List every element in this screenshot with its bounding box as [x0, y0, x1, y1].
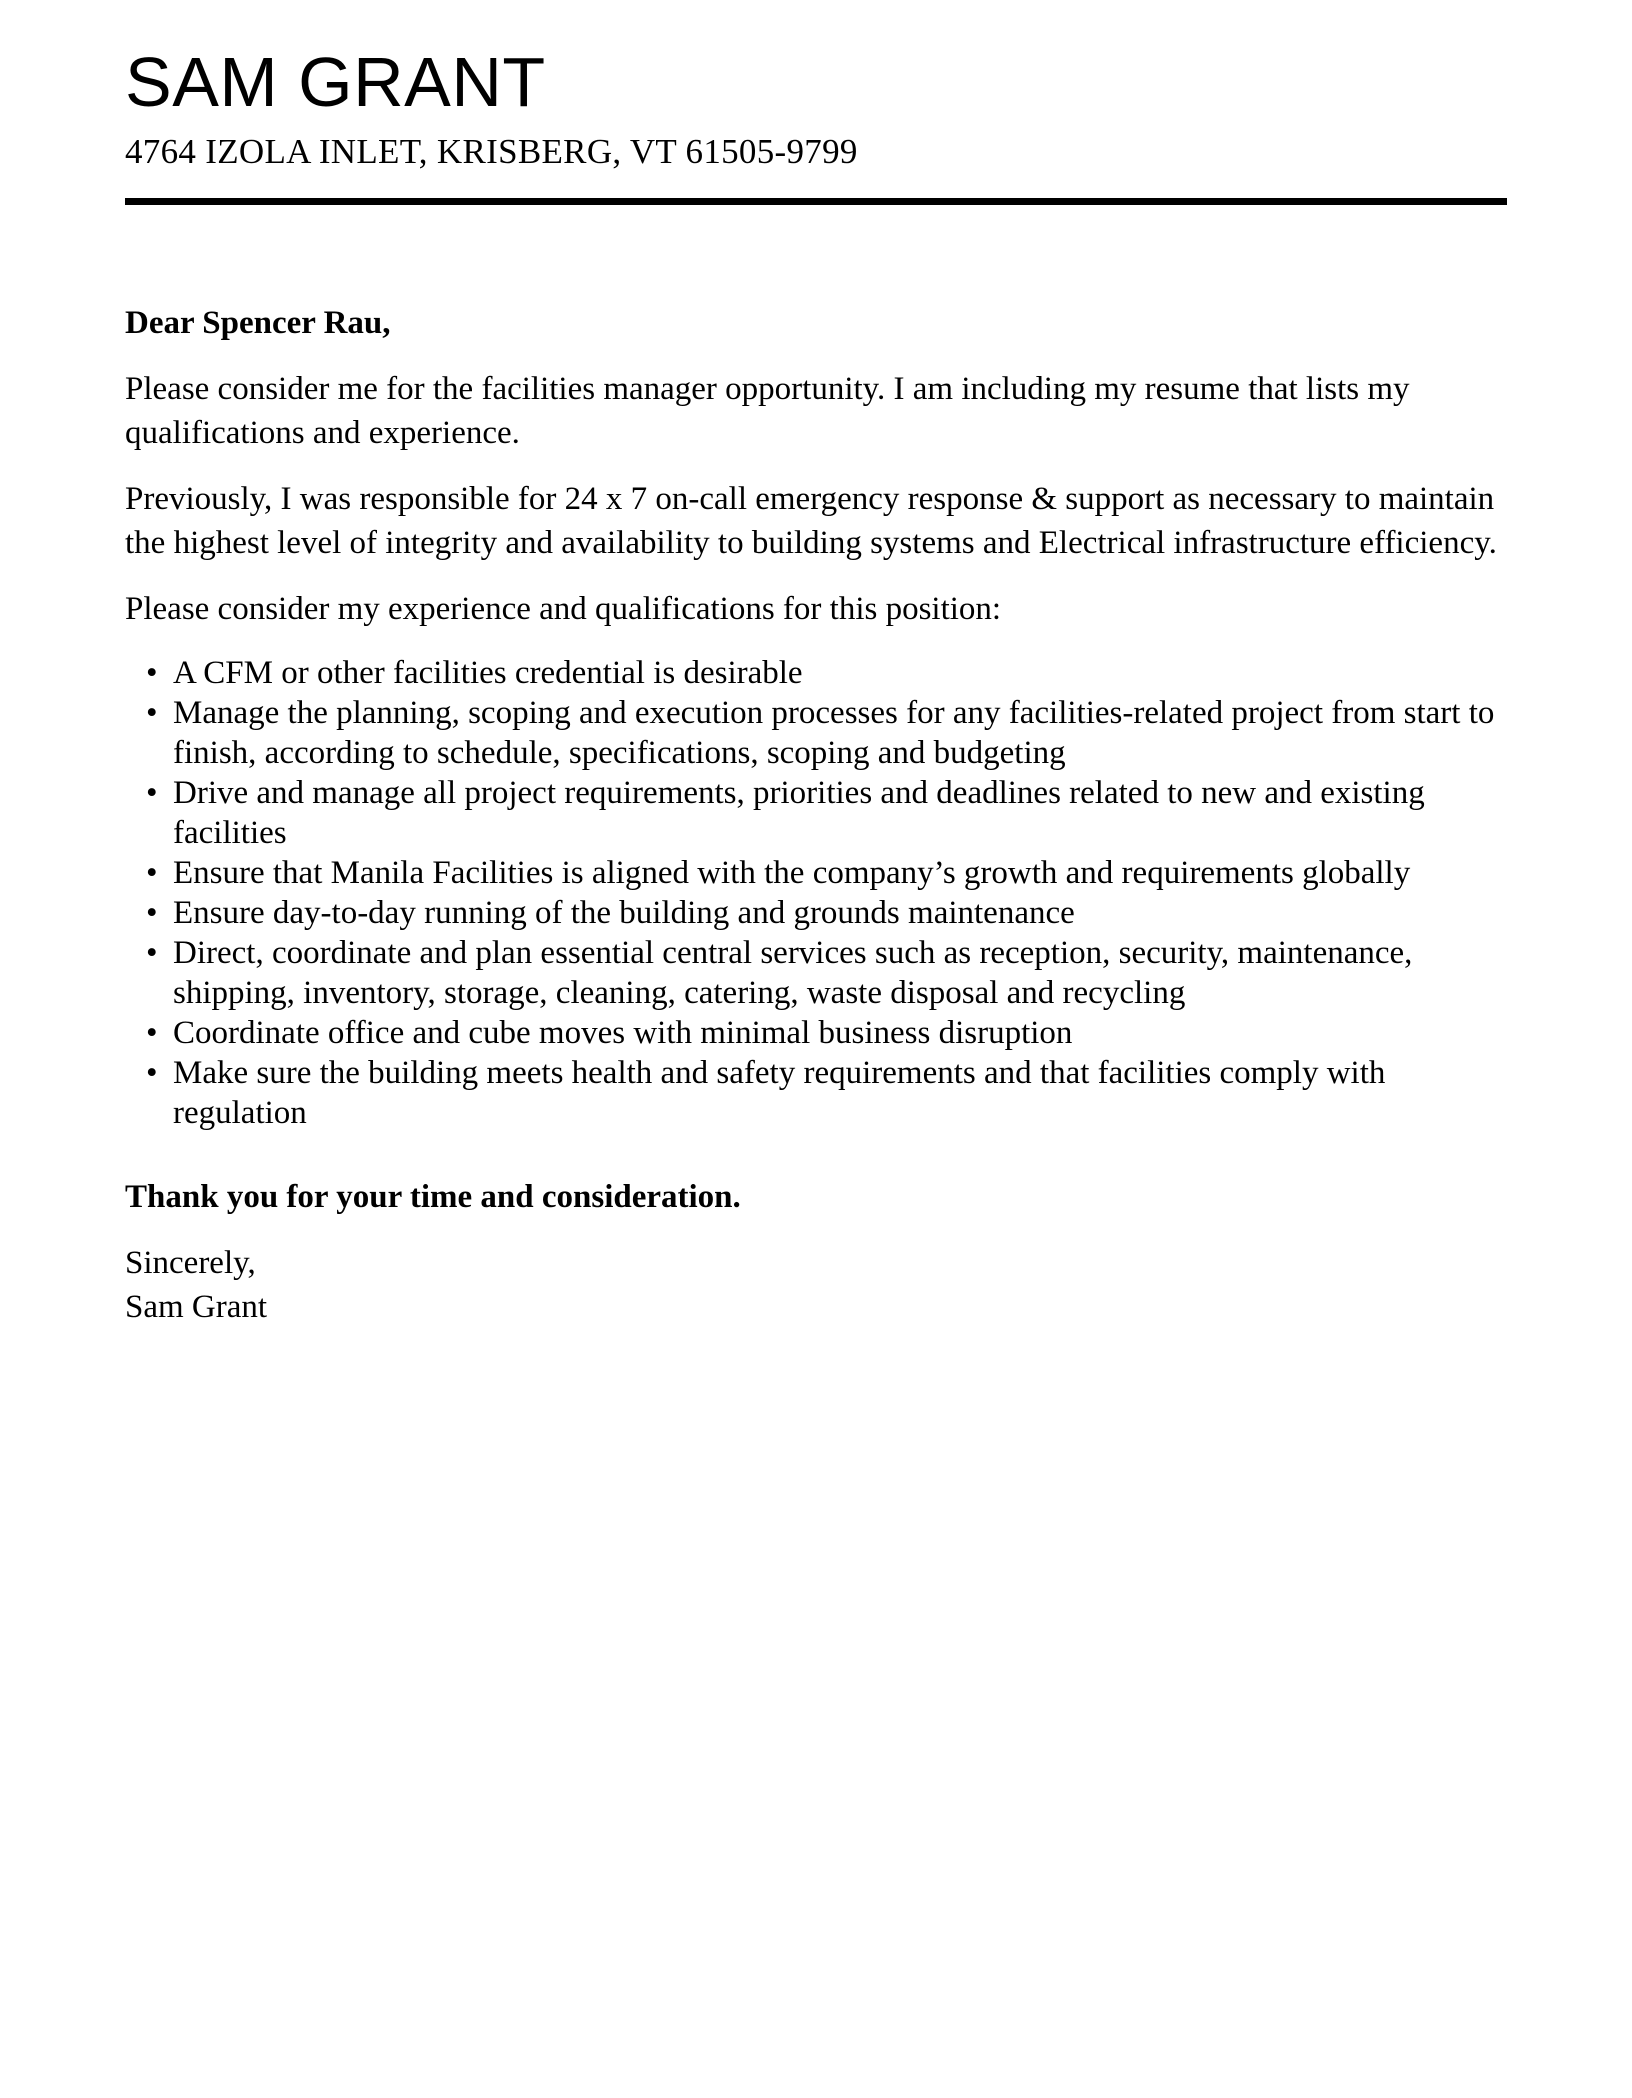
bullet-item: • Manage the planning, scoping and execution processes for any facilities-related project from start to finish, according to schedule, specifications, scoping and budgeting: [173, 693, 1507, 773]
paragraph-qualifications-lead-in: Please consider my experience and qualifications for this position:: [125, 590, 1002, 627]
bullet-item: • Ensure day-to-day running of the building and grounds maintenance: [173, 893, 1507, 933]
header-name: SAM GRANT: [125, 43, 546, 121]
signature-name: Sam Grant: [125, 1288, 268, 1325]
paragraph-previous-experience: Previously, I was responsible for 24 x 7 on-call emergency response & support as necessary to maintain the highest level of integrity and availability to building systems and Electrical infrastructure efficiency.: [125, 480, 1497, 561]
qualifications-bullet-list: [125, 653, 1507, 1133]
bullet-item: • Drive and manage all project requirements, priorities and deadlines related to new and existing facilities: [173, 773, 1507, 853]
bullet-item: • Direct, coordinate and plan essential central services such as reception, security, maintenance, shipping, inventory, storage, cleaning, catering, waste disposal and recycling: [173, 933, 1507, 1013]
header-address: 4764 IZOLA INLET, KRISBERG, VT 61505-9799: [125, 131, 858, 171]
bullet-item: • Ensure that Manila Facilities is aligned with the company’s growth and requirements globally: [173, 853, 1507, 893]
bullet-item: • Make sure the building meets health and safety requirements and that facilities comply with regulation: [173, 1053, 1507, 1133]
closing-thank-you: Thank you for your time and consideration.: [125, 1178, 741, 1215]
letter-header: [125, 43, 1507, 205]
greeting-line: Dear Spencer Rau,: [125, 304, 391, 341]
signature-block: [125, 1241, 1507, 1329]
signoff-line: Sincerely,: [125, 1244, 256, 1281]
bullet-item: • A CFM or other facilities credential is desirable: [173, 653, 1507, 693]
bullet-item: • Coordinate office and cube moves with minimal business disruption: [173, 1013, 1507, 1053]
paragraph-intro: Please consider me for the facilities manager opportunity. I am including my resume that lists my qualifications and experience.: [125, 370, 1410, 451]
letter-body: [125, 301, 1507, 1329]
header-rule-divider: [125, 198, 1507, 205]
